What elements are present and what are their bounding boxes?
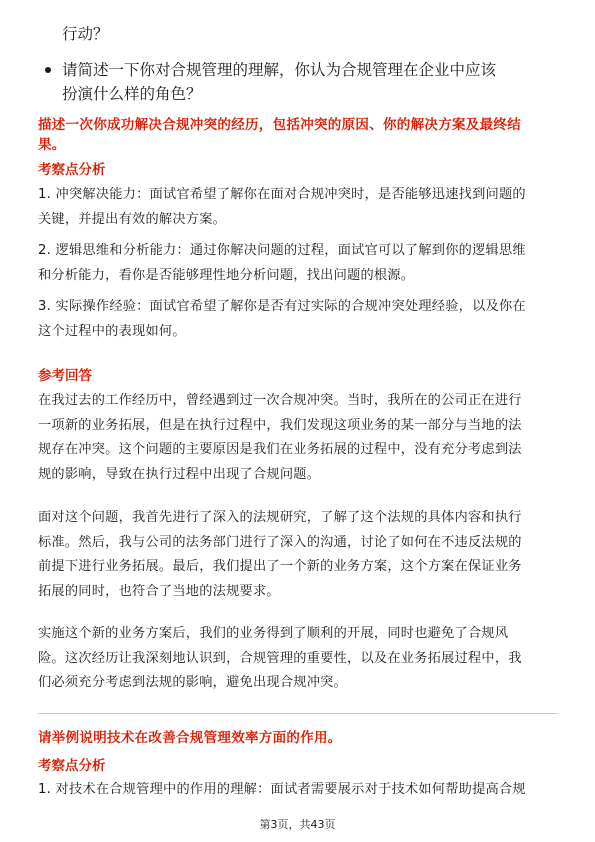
- answer-p1-line-3: 规存在冲突。这个问题的主要原因是我们在业务拓展的过程中，没有充分考虑到法: [38, 442, 522, 457]
- question-heading-2: 请举例说明技术在改善合规管理效率方面的作用。: [38, 730, 342, 746]
- section-divider: [38, 713, 558, 714]
- bullet-question: [40, 58, 560, 106]
- answer-p2-line-4: 拓展的同时，也符合了当地的法规要求。: [38, 583, 280, 599]
- analysis-point-2-1: 1. 对技术在合规管理中的作用的理解：面试者需要展示对于技术如何帮助提高合规: [38, 782, 526, 797]
- answer-p1-line-1: 在我过去的工作经历中，曾经遇到过一次合规冲突。当时，我所在的公司正在进行: [38, 393, 522, 408]
- answer-p2-line-3: 前提下进行业务拓展。最后，我们提出了一个新的业务方案，这个方案在保证业务: [38, 559, 522, 574]
- analysis-point-2-line-2: 和分析能力，看你是否能够理性地分析问题，找出问题的根源。: [38, 267, 415, 283]
- analysis-point-3-line-1: 3. 实际操作经验：面试官希望了解你是否有过实际的合规冲突处理经验，以及你在: [38, 299, 526, 314]
- previous-question-tail: [40, 22, 560, 46]
- answer-p3-line-3: 们必须充分考虑到法规的影响，避免出现合规冲突。: [38, 675, 348, 690]
- analysis-point-2: [38, 239, 558, 288]
- analysis-point-3: [38, 295, 558, 344]
- analysis-point-2-line-1: 2. 逻辑思维和分析能力：通过你解决问题的过程，面试官可以了解到你的逻辑思维: [38, 243, 526, 258]
- answer-p2-line-2: 标准。然后，我与公司的法务部门进行了深入的沟通，讨论了如何在不违反法规的: [38, 534, 522, 550]
- answer-p3-line-1: 实施这个新的业务方案后，我们的业务得到了顺利的开展，同时也避免了合规风: [38, 626, 509, 641]
- answer-paragraph-2: [38, 506, 558, 604]
- analysis-point-1: [38, 183, 558, 232]
- bullet-line-2: 扮演什么样的角色？: [62, 85, 202, 103]
- answer-p2-line-1: 面对这个问题，我首先进行了深入的法规研究，了解了这个法规的具体内容和执行: [38, 510, 522, 525]
- answer-paragraph-3: [38, 622, 558, 696]
- analysis-section-title-2: 考察点分析: [38, 758, 106, 774]
- answer-p1-line-4: 规的影响，导致在执行过程中出现了合规问题。: [38, 466, 321, 482]
- analysis-section-title: 考察点分析: [38, 162, 106, 178]
- bullet-line-1: 请简述一下你对合规管理的理解，你认为合规管理在企业中应该: [62, 61, 497, 79]
- analysis-point-3-line-2: 这个过程中的表现如何。: [38, 323, 186, 339]
- answer-p3-line-2: 险。这次经历让我深刻地认识到，合规管理的重要性，以及在业务拓展过程中，我: [38, 650, 522, 666]
- question-line-1: 描述一次你成功解决合规冲突的经历，包括冲突的原因、你的解决方案及最终结: [38, 117, 521, 133]
- answer-paragraph-1: [38, 389, 558, 487]
- page-number: 第3页，共43页: [259, 818, 336, 831]
- question-heading: [38, 115, 558, 155]
- continued-text: 行动？: [62, 25, 109, 43]
- analysis-point-1-line-2: 关键，并提出有效的解决方案。: [38, 211, 227, 227]
- answer-p1-line-2: 一项新的业务拓展，但是在执行过程中，我们发现这项业务的某一部分与当地的法: [38, 417, 522, 433]
- answer-section-title: 参考回答: [38, 368, 92, 384]
- analysis-point-1-line-1: 1. 冲突解决能力：面试官希望了解你在面对合规冲突时，是否能够迅速找到问题的: [38, 187, 526, 202]
- question-line-2: 果。: [38, 137, 66, 153]
- bullet-icon: [45, 67, 51, 73]
